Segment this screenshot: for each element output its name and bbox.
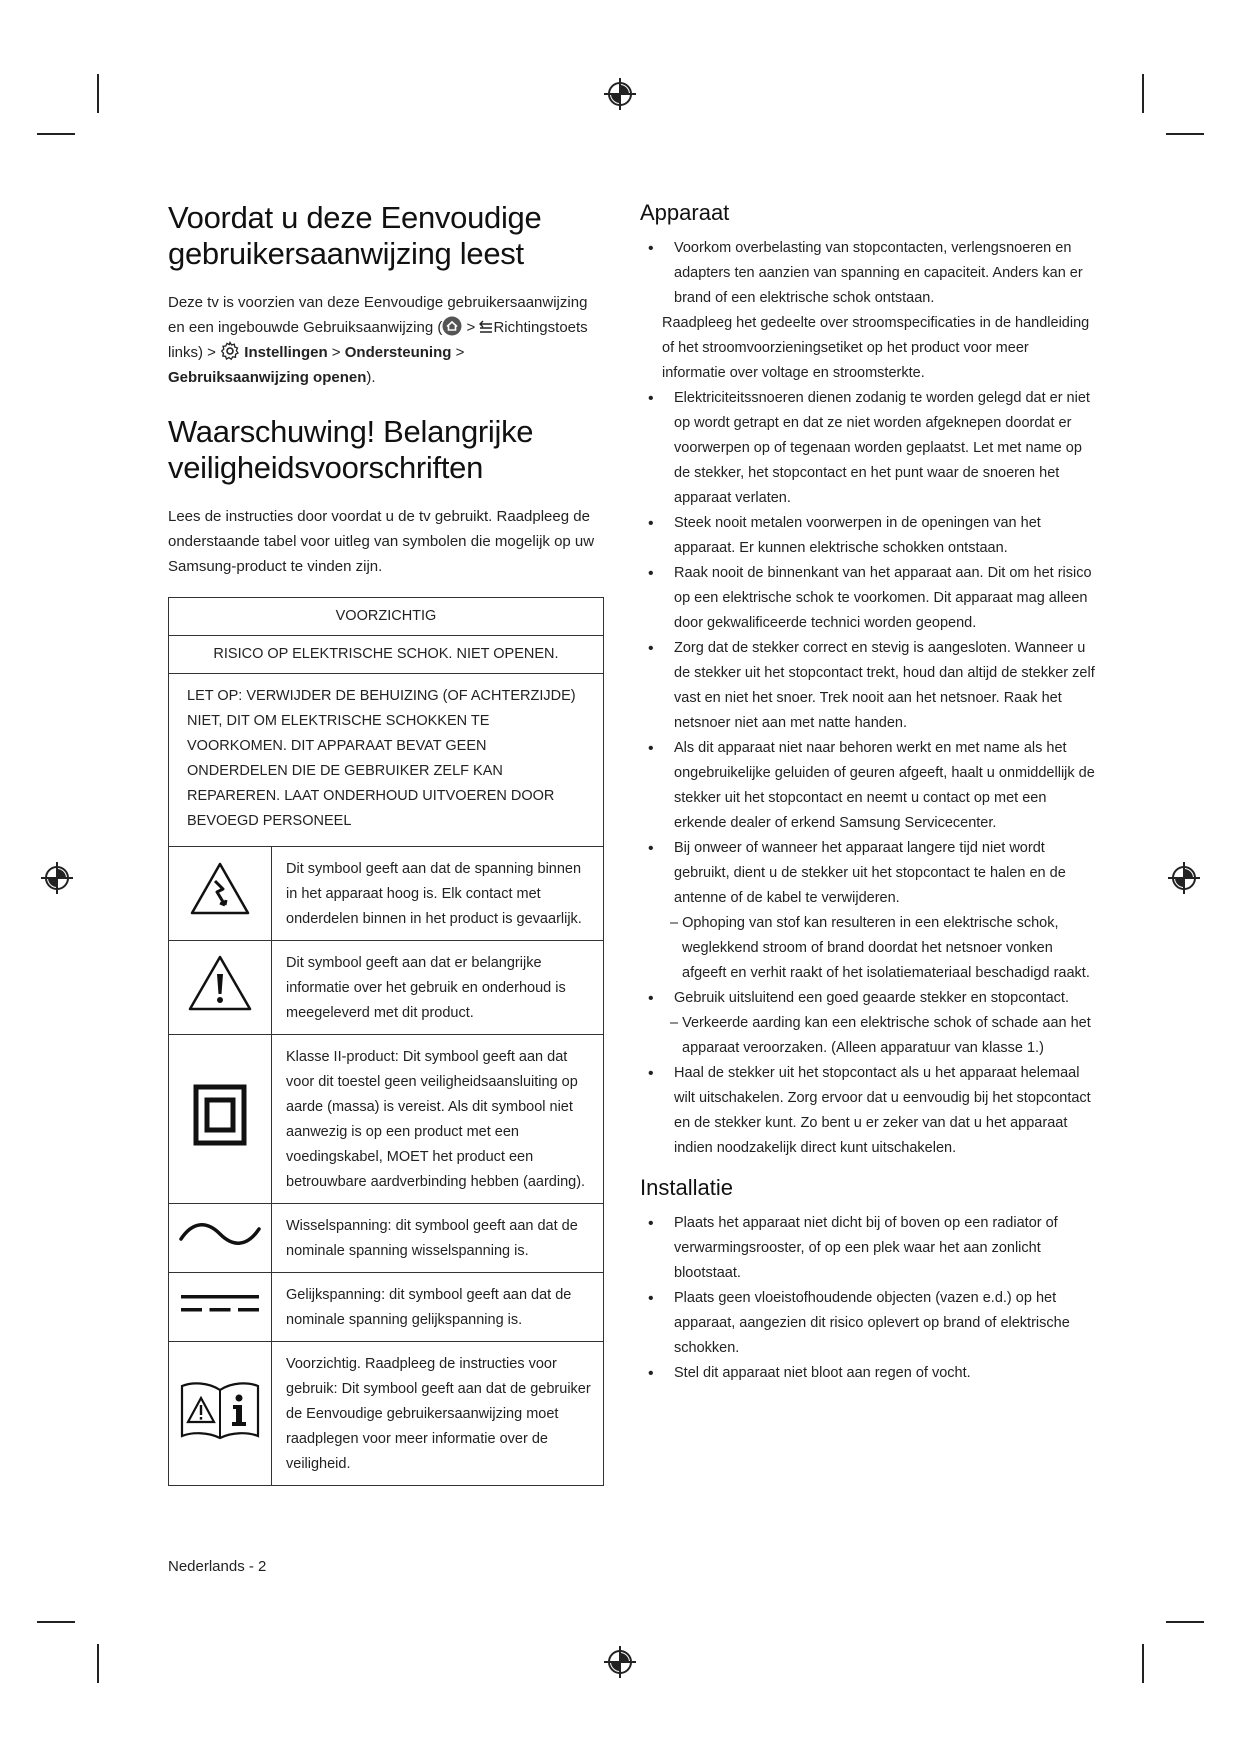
intro-end: ).: [366, 369, 376, 386]
gear-icon: [220, 341, 240, 361]
page-title: Voordat u deze Eenvoudige gebruikersaanwijzing leest: [168, 200, 542, 271]
list-item: [640, 986, 1095, 1061]
list-item: [640, 1361, 1095, 1386]
caution-header: VOORZICHTIG: [169, 598, 604, 636]
list-item: [640, 1211, 1095, 1286]
list-item-text: • Elektriciteitssnoeren dienen zodanig te worden gelegd dat er niet op wordt getrapt en dat ze niet worden afgeknepen doordat er voorwerpen op of tegenaan worden geplaatst. Let met name op de stekker, het stopcontact en het punt waar de snoeren het apparaat verlaten.: [674, 390, 1090, 506]
safety-symbols-table: [168, 597, 604, 1486]
right-column: [640, 200, 1095, 1386]
table-row: [169, 941, 604, 1035]
symbol-description: Klasse II-product: Dit symbool geeft aan dat voor dit toestel geen veiligheidsaansluiting op aarde (massa) is vereist. Als dit symbool niet aanwezig is op een product met een voedingskabel, MOET het product een betrouwbare aardverbinding hebben (aarding).: [272, 1035, 604, 1204]
instructions-paragraph: Lees de instructies door voordat u de tv gebruikt. Raadpleeg de onderstaande tabel voor uitleg van symbolen die mogelijk op uw Samsung-product te vinden zijn.: [168, 508, 595, 575]
symbol-description: Dit symbool geeft aan dat er belangrijke informatie over het gebruik en onderhoud is meegeleverd met dit product.: [272, 941, 604, 1035]
warning-title: Waarschuwing! Belangrijke veiligheidsvoorschriften: [168, 414, 534, 485]
list-item-text: • Steek nooit metalen voorwerpen in de openingen van het apparaat. Er kunnen elektrische schokken ontstaan.: [674, 515, 1041, 556]
list-item: [640, 386, 1095, 511]
symbol-description: Wisselspanning: dit symbool geeft aan dat de nominale spanning wisselspanning is.: [272, 1204, 604, 1273]
table-row: [169, 1204, 604, 1273]
exclamation-triangle-icon: [187, 954, 253, 1012]
registration-mark-icon: [1167, 861, 1201, 895]
list-item: [640, 736, 1095, 836]
intro-separator: >: [462, 319, 480, 336]
dc-voltage-icon: [177, 1288, 263, 1318]
page-number: Nederlands - 2: [168, 1558, 267, 1575]
open-manual-label: Gebruiksaanwijzing openen: [168, 369, 367, 386]
crop-mark: [1166, 133, 1204, 135]
manual-book-icon: [178, 1376, 262, 1442]
warning-text: LET OP: VERWIJDER DE BEHUIZING (OF ACHTERZIJDE) NIET, DIT OM ELEKTRISCHE SCHOKKEN TE VOORKOMEN. DIT APPARAAT BEVAT GEEN ONDERDELEN DIE DE GEBRUIKER ZELF KAN REPAREREN. LAAT ONDERHOUD UITVOEREN DOOR BEVOEGD PERSONEEL: [169, 674, 604, 847]
path-separator: >: [451, 344, 465, 361]
settings-label: Instellingen: [244, 344, 328, 361]
list-subitem-text: – Ophoping van stof kan resulteren in een elektrische schok, weglekkend stroom of brand doordat het netsnoer vonken afgeeft en verhit raakt of het isolatiemateriaal beschadigd raakt.: [670, 915, 1090, 981]
list-item: [640, 561, 1095, 636]
table-row: [169, 1342, 604, 1486]
table-row: [169, 1035, 604, 1204]
intro-text-2: Richtingstoets links) >: [168, 319, 588, 361]
left-column: [168, 200, 604, 1486]
intro-paragraph: [168, 290, 604, 390]
list-item: [640, 511, 1095, 561]
table-row: [169, 847, 604, 941]
ac-wave-icon: [177, 1219, 263, 1249]
list-item-text: • Als dit apparaat niet naar behoren werkt en met name als het ongebruikelijke geluiden of geuren afgeeft, haalt u onmiddellijk de stekker uit het stopcontact en neemt u contact op met een erkende dealer of erkend Samsung Servicecenter.: [674, 740, 1095, 831]
list-item-text: • Plaats geen vloeistofhoudende objecten (vazen e.d.) op het apparaat, aangezien dit risico oplevert op brand of elektrische schokken.: [674, 1290, 1070, 1356]
apparaat-list: [640, 236, 1095, 1161]
list-item-text: • Bij onweer of wanneer het apparaat langere tijd niet wordt gebruikt, dient u de stekker uit het stopcontact te halen en de antenne of de kabel te verwijderen.: [674, 840, 1066, 906]
registration-mark-icon: [603, 1645, 637, 1679]
direction-key-icon: [479, 320, 493, 336]
table-row: [169, 1273, 604, 1342]
section-title-installatie: Installatie: [640, 1175, 733, 1200]
crop-mark: [37, 1621, 75, 1623]
symbol-description: Gelijkspanning: dit symbool geeft aan dat de nominale spanning gelijkspanning is.: [272, 1273, 604, 1342]
list-item-text: • Stel dit apparaat niet bloot aan regen of vocht.: [674, 1365, 971, 1381]
symbol-description: Dit symbool geeft aan dat de spanning binnen in het apparaat hoog is. Elk contact met onderdelen binnen in het product is gevaarlijk.: [272, 847, 604, 941]
registration-mark-icon: [603, 77, 637, 111]
list-item: [640, 1061, 1095, 1161]
crop-mark: [1142, 1644, 1144, 1683]
list-item-text: • Haal de stekker uit het stopcontact als u het apparaat helemaal wilt uitschakelen. Zorg ervoor dat u eenvoudig bij het stopcontact en de stekker kunt. Zo bent u er zeker van dat u het apparaat indien noodzakelijk direct kunt uitschakelen.: [674, 1065, 1091, 1156]
home-icon: [442, 316, 462, 336]
list-subitem-text: – Verkeerde aarding kan een elektrische schok of schade aan het apparaat veroorzaken. (Alleen apparatuur van klasse 1.): [670, 1015, 1091, 1056]
path-separator: >: [327, 344, 345, 361]
symbol-description: Voorzichtig. Raadpleeg de instructies voor gebruik: Dit symbool geeft aan dat de gebruiker de Eenvoudige gebruikersaanwijzing moet raadplegen voor meer informatie over de veiligheid.: [272, 1342, 604, 1486]
list-item: [640, 836, 1095, 986]
installatie-list: [640, 1211, 1095, 1386]
registration-mark-icon: [40, 861, 74, 895]
section-title-apparaat: Apparaat: [640, 200, 730, 225]
list-item: [640, 1286, 1095, 1361]
crop-mark: [97, 1644, 99, 1683]
intro-text: Deze tv is voorzien van deze Eenvoudige gebruikersaanwijzing en een ingebouwde Gebruiksaanwijzing (: [168, 294, 588, 336]
list-item: [640, 236, 1095, 386]
shock-risk-header: RISICO OP ELEKTRISCHE SCHOK. NIET OPENEN.: [169, 636, 604, 674]
crop-mark: [1166, 1621, 1204, 1623]
list-item-text: • Zorg dat de stekker correct en stevig is aangesloten. Wanneer u de stekker uit het stopcontact trekt, houd dan altijd de stekker zelf vast en niet het snoer. Trek nooit aan het netsnoer. Raak het netsnoer niet aan met natte handen.: [674, 640, 1095, 731]
crop-mark: [1142, 74, 1144, 113]
list-item-text: • Gebruik uitsluitend een goed geaarde stekker en stopcontact.: [674, 990, 1069, 1006]
lightning-triangle-icon: [189, 861, 251, 917]
list-item-text: • Plaats het apparaat niet dicht bij of boven op een radiator of verwarmingsrooster, of op een plek waar het aan zonlicht blootstaat.: [674, 1215, 1058, 1281]
list-item-text: Raadpleeg het gedeelte over stroomspecificaties in de handleiding of het stroomvoorzieningsetiket op het product voor meer informatie over voltage en stroomsterkte.: [662, 315, 1090, 381]
crop-mark: [37, 133, 75, 135]
list-item-text: • Raak nooit de binnenkant van het apparaat aan. Dit om het risico op een elektrische schok te voorkomen. Dit apparaat mag alleen door gekwalificeerde technici worden geopend.: [674, 565, 1092, 631]
double-square-icon: [192, 1079, 248, 1151]
list-item: [640, 636, 1095, 736]
list-item-text: • Voorkom overbelasting van stopcontacten, verlengsnoeren en adapters ten aanzien van spanning en capaciteit. Anders kan er brand of een elektrische schok ontstaan.: [674, 240, 1083, 306]
support-label: Ondersteuning: [344, 344, 452, 361]
crop-mark: [97, 74, 99, 113]
